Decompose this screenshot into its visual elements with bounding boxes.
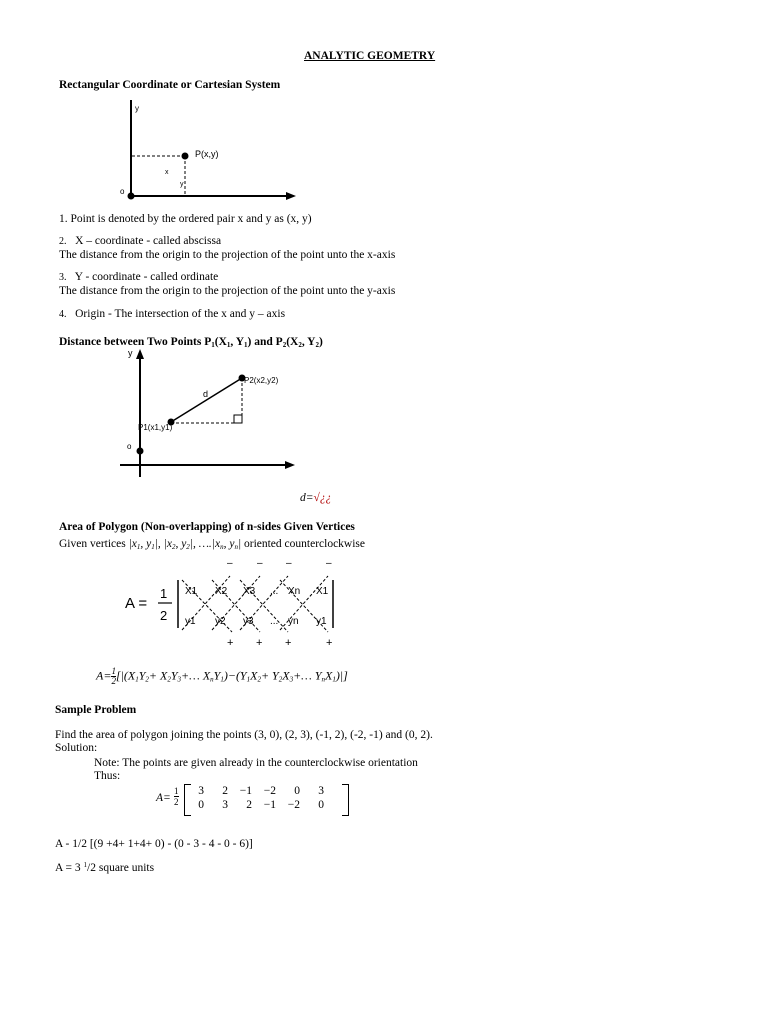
origin-label: o — [127, 442, 132, 451]
solution-label: Solution: — [55, 742, 98, 754]
matrix-cell: yn — [288, 616, 299, 627]
plus-sign: + — [227, 637, 234, 649]
matrix-right-bracket — [342, 784, 349, 816]
given-vertices: Given vertices $|x_1$, $y_1|$, $|x_2$, $y_2|$, $\dots.|x_n$, $y_n|$ oriented counterclockwise — [59, 538, 366, 551]
matrix-cell: Xn — [288, 586, 301, 597]
x-axis-arrow-icon — [285, 461, 295, 469]
section-heading-cartesian: Rectangular Coordinate or Cartesian System — [59, 79, 281, 91]
distance-label: d — [203, 389, 209, 399]
area-matrix-label: A= — [156, 792, 171, 804]
page-title: ANALYTIC GEOMETRY — [304, 50, 436, 62]
item-4: 4. Origin - The intersection of the x and y – axis — [59, 308, 286, 320]
y-axis-arrow-icon — [136, 349, 144, 359]
right-angle-icon — [234, 415, 242, 423]
matrix-cell: y1 — [316, 616, 327, 627]
point-dot — [182, 153, 189, 160]
result: A = 3 $^1$/2 square units — [55, 861, 155, 874]
point-label: P(x,y) — [195, 149, 219, 159]
thus-label: Thus: — [94, 770, 121, 782]
matrix-cell: X2 — [215, 586, 228, 597]
matrix-cell: X3 — [243, 586, 256, 597]
cross-multiplication-arrows — [182, 576, 328, 632]
shoelace-diagram — [120, 558, 345, 650]
sample-matrix: 3 2 −1 −2 0 3 0 3 2 −1 −2 0 — [198, 785, 324, 811]
fraction-denominator: 2 — [160, 608, 168, 623]
item-3: 3. Y - coordinate - called ordinate — [59, 271, 219, 283]
item-2-description: The distance from the origin to the projection of the point unto the x-axis — [59, 249, 396, 261]
origin-dot — [137, 448, 144, 455]
distance-segment — [171, 378, 242, 422]
section-heading-distance: Distance between Two Points $P_1(X_1$, $Y_1$) and $P_2(X_2$, $Y_2$) — [59, 336, 323, 349]
shoelace-formula: A= $\frac{1}{2}$ [$|(X_1Y_2+$ $X_2Y_3+\dots$ $X_nY_1)-(Y_1X_2+$ $Y_2X_3+\dots$ $Y_nX_1)|$] — [96, 666, 348, 686]
y-distance-label: y — [180, 181, 184, 188]
matrix-fraction: 1 2 — [174, 786, 179, 807]
minus-sign: – — [257, 558, 263, 569]
minus-sign: – — [286, 558, 292, 569]
plus-sign: + — [256, 637, 263, 649]
matrix-cell: X1 — [185, 586, 198, 597]
minus-sign: – — [326, 558, 332, 569]
matrix-cell: ... — [270, 616, 279, 627]
calculation: A - 1/2 [(9 +4+ 1+4+ 0) - (0 - 3 - 4 - 0 - 6)] — [55, 838, 253, 850]
solution-note: Note: The points are given already in the counterclockwise orientation — [94, 757, 418, 769]
matrix-cell: y2 — [215, 616, 226, 627]
x-axis-arrow-icon — [286, 192, 296, 200]
distance-formula: d=√¿¿ — [300, 492, 332, 504]
area-label: A = — [125, 595, 148, 612]
matrix-cell: y1 — [185, 616, 196, 627]
x-distance-label: x — [165, 169, 169, 176]
origin-dot — [128, 193, 135, 200]
section-heading-polygon: Area of Polygon (Non-overlapping) of n-sides Given Vertices — [59, 521, 355, 533]
plus-sign: + — [326, 637, 333, 649]
minus-sign: – — [227, 558, 233, 569]
p2-label: P2(x2,y2) — [244, 376, 279, 385]
distance-diagram — [115, 345, 300, 480]
item-3-description: The distance from the origin to the projection of the point unto the y-axis — [59, 285, 396, 297]
p1-label: P1(x1,y1) — [138, 423, 173, 432]
fraction-numerator: 1 — [160, 586, 168, 601]
problem-statement: Find the area of polygon joining the points (3, 0), (2, 3), (-1, 2), (-2, -1) and (0, 2). — [55, 729, 433, 741]
plus-sign: + — [285, 637, 292, 649]
y-axis-label: y — [128, 348, 133, 358]
item-1: 1. Point is denoted by the ordered pair x and y as (x, y) — [59, 213, 312, 225]
sample-problem-heading: Sample Problem — [55, 704, 137, 716]
cartesian-diagram — [110, 95, 300, 205]
matrix-cell: X1 — [316, 586, 329, 597]
matrix-cell: y3 — [243, 616, 254, 627]
matrix-cell: ... — [270, 586, 279, 597]
origin-label: o — [120, 187, 125, 196]
y-axis-label: y — [135, 104, 139, 113]
item-2: 2. X – coordinate - called abscissa — [59, 235, 222, 247]
